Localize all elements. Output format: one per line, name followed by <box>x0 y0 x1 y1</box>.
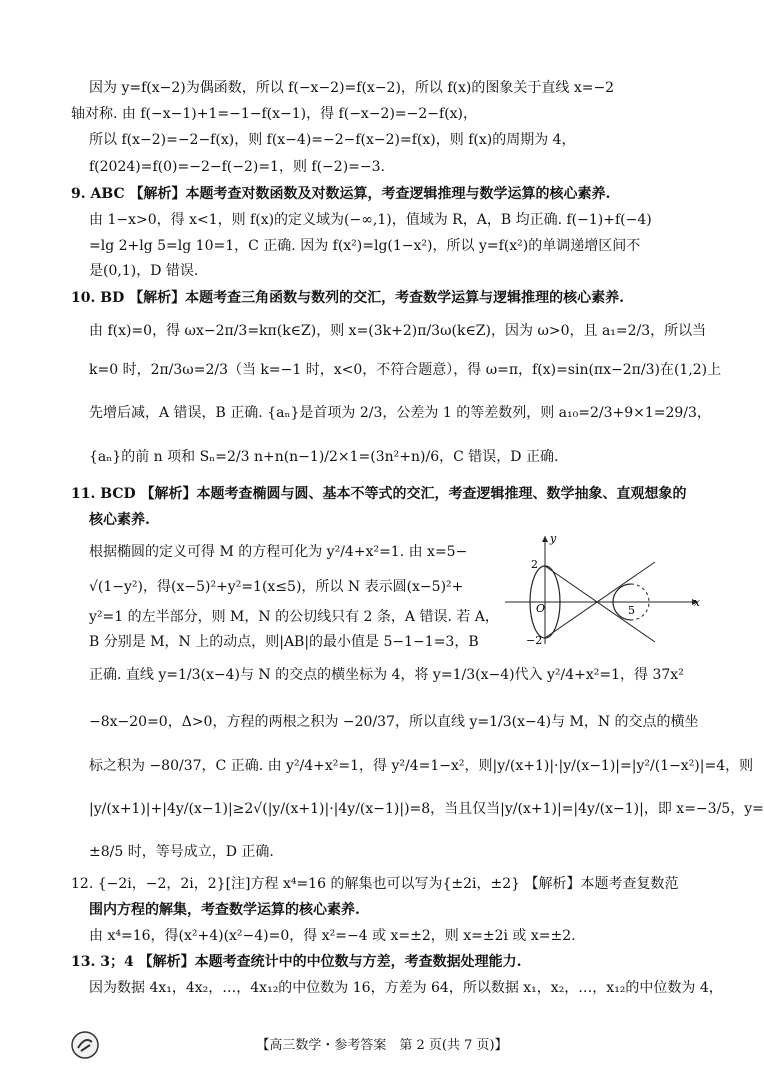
text-line: 根据椭圆的定义可得 M 的方程可化为 y²/4+x²=1. 由 x=5− <box>89 544 468 560</box>
text-line: 标之积为 −80/37，C 正确. 由 y²/4+x²=1，得 y²/4=1−x²，则|y/(x+1)|·|y/(x−1)|=|y²/(1−x²)|=4，则 <box>89 758 754 774</box>
text-line: {aₙ}的前 n 项和 Sₙ=2/3 n+n(n−1)/2×1=(3n²+n)/6，C 错误，D 正确. <box>89 449 559 465</box>
text-line: 正确. 直线 y=1/3(x−4)与 N 的交点的横坐标为 4，将 y=1/3(x−4)代入 y²/4+x²=1，得 37x² <box>89 667 684 683</box>
y-axis-arrow <box>542 536 548 542</box>
y-axis-label: y <box>550 532 557 545</box>
text-line: 轴对称. 由 f(−x−1)+1=−1−f(x−1)，得 f(−x−2)=−2−f(x)， <box>71 106 478 122</box>
text-line: −8x−20=0，Δ>0，方程的两根之积为 −20/37，所以直线 y=1/3(x−4)与 M，N 的交点的横坐 <box>89 714 699 730</box>
text-line: 因为 y=f(x−2)为偶函数，所以 f(−x−2)=f(x−2)，所以 f(x)的图象关于直线 x=−2 <box>89 80 615 96</box>
text-line: 所以 f(x−2)=−2−f(x)，则 f(x−4)=−2−f(x−2)=f(x)，则 f(x)的周期为 4， <box>89 132 576 148</box>
text-line: 先增后减，A 错误，B 正确. {aₙ}是首项为 2/3，公差为 1 的等差数列，则 a₁₀=2/3+9×1=29/3， <box>89 405 711 421</box>
tangent-line-1 <box>545 566 655 642</box>
x-axis-label: x <box>693 596 700 609</box>
text-line: =lg 2+lg 5=lg 10=1，C 正确. 因为 f(x²)=lg(1−x²)，所以 y=f(x²)的单调递增区间不 <box>89 238 641 254</box>
text-line: √(1−y²)，得(x−5)²+y²=1(x≤5)，所以 N 表示圆(x−5)²+ <box>89 579 464 595</box>
origin-label: O <box>536 602 546 615</box>
text-line: 12. {−2i，−2，2i，2}[注]方程 x⁴=16 的解集也可以写为{±2i，±2} 【解析】本题考查复数范 <box>71 876 679 892</box>
text-line: 由 f(x)=0，得 ωx−2π/3=kπ(k∈Z)，则 x=(3k+2)π/3ω(k∈Z)，因为 ω>0，且 a₁=2/3，所以当 <box>89 323 707 339</box>
question-heading: 10. BD 【解析】本题考查三角函数与数列的交汇，考查数学运算与逻辑推理的核心素养. <box>71 290 624 306</box>
tick-label-2: 2 <box>531 558 538 571</box>
question-heading: 9. ABC 【解析】本题考查对数函数及对数运算，考查逻辑推理与数学运算的核心素养. <box>71 186 611 202</box>
text-line: 由 1−x>0，得 x<1，则 f(x)的定义域为(−∞,1)，值域为 R，A，B 均正确. f(−1)+f(−4) <box>89 212 652 228</box>
question-heading: 11. BCD 【解析】本题考查椭圆与圆、基本不等式的交汇，考查逻辑推理、数学抽象、直观想象的 <box>71 486 687 502</box>
text-line: 核心素养. <box>89 512 150 528</box>
text-line: f(2024)=f(0)=−2−f(−2)=1，则 f(−2)=−3. <box>89 159 385 175</box>
tangent-line-2 <box>545 562 655 638</box>
tick-label-neg2: −2 <box>526 634 543 647</box>
page-footer: 【高三数学・参考答案 第 2 页(共 7 页)】 <box>256 1038 508 1053</box>
text-line: |y/(x+1)|+|4y/(x−1)|≥2√(|y/(x+1)|·|4y/(x−1)|)=8，当且仅当|y/(x+1)|=|4y/(x−1)|，即 x=−3/5，y= <box>89 801 764 817</box>
text-line: 因为数据 4x₁，4x₂，…，4x₁₂的中位数为 16，方差为 64，所以数据 x₁，x₂，…，x₁₂的中位数为 4， <box>89 980 723 996</box>
text-line: y²=1 的左半部分，则 M，N 的公切线只有 2 条，A 错误. 若 A， <box>89 609 499 625</box>
text-line: 围内方程的解集，考查数学运算的核心素养. <box>89 902 360 918</box>
tick-label-5: 5 <box>628 604 635 617</box>
text-line: ±8/5 时，等号成立，D 正确. <box>89 844 274 860</box>
text-line: 由 x⁴=16，得(x²+4)(x²−4)=0，得 x²=−4 或 x=±2，则 x=±2i 或 x=±2. <box>89 928 576 944</box>
text-line: 是(0,1)，D 错误. <box>89 263 199 279</box>
text-line: B 分别是 M，N 上的动点，则|AB|的最小值是 5−1−1=3，B <box>89 634 479 650</box>
question-heading: 13. 3；4 【解析】本题考查统计中的中位数与方差，考查数据处理能力. <box>71 954 522 970</box>
text-line: k=0 时，2π/3ω=2/3（当 k=−1 时，x<0，不符合题意），得 ω=π，f(x)=sin(πx−2π/3)在(1,2)上 <box>89 362 722 378</box>
ellipse-circle-figure <box>500 532 700 648</box>
